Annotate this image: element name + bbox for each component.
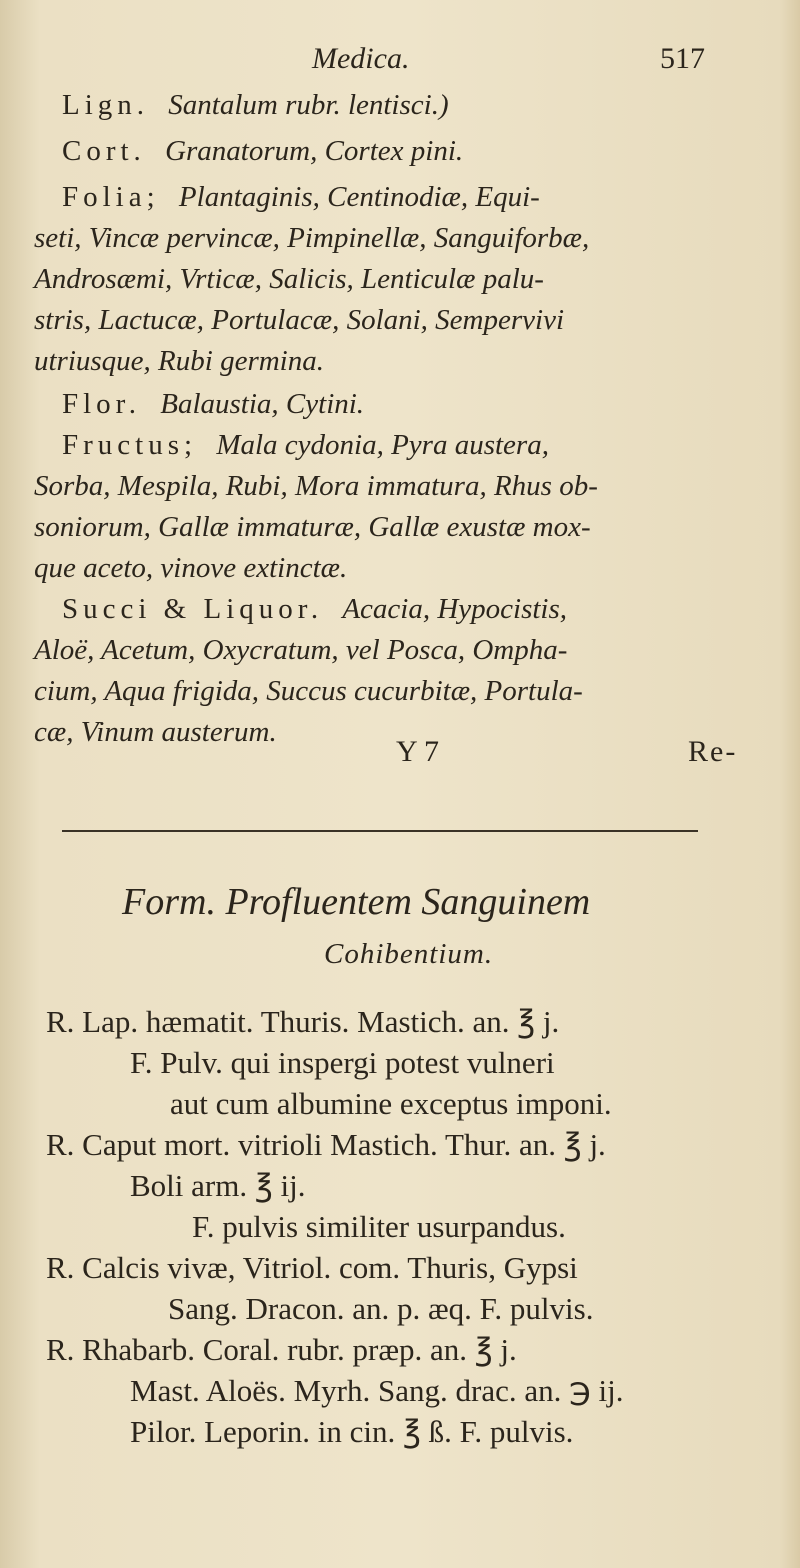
entry-text: utriusque, Rubi germina. <box>34 345 324 377</box>
page-header <box>0 42 800 82</box>
section-subtitle: Cohibentium. <box>324 938 494 970</box>
entry-label: Lign. <box>62 89 150 121</box>
formula-line: R. Lap. hæmatit. Thuris. Mastich. an. ℥ j. <box>46 1004 560 1039</box>
formula-line: R. Calcis vivæ, Vitriol. com. Thuris, Gypsi <box>46 1250 578 1285</box>
formula-line: F. Pulv. qui inspergi potest vulneri <box>130 1045 555 1080</box>
entry-text: soniorum, Gallæ immaturæ, Gallæ exustæ mox- <box>34 511 591 543</box>
formula-line: Sang. Dracon. an. p. æq. F. pulvis. <box>168 1291 594 1326</box>
entry-cort <box>0 130 800 174</box>
page-number: 517 <box>660 42 705 75</box>
entry-text: seti, Vincæ pervincæ, Pimpinellæ, Sanguiforbæ, <box>34 222 590 254</box>
entry-text: Acacia, Hypocistis, <box>342 593 568 625</box>
entry-text: stris, Lactucæ, Portulacæ, Solani, Sempervivi <box>34 304 565 336</box>
entry-fructus <box>0 424 800 594</box>
entry-text: cium, Aqua frigida, Succus cucurbitæ, Portula- <box>34 675 583 707</box>
entry-text: Plantaginis, Centinodiæ, Equi- <box>178 181 540 213</box>
entry-label: Fructus; <box>62 429 198 461</box>
catchword: Re- <box>688 735 738 768</box>
entry-text: cæ, Vinum austerum. <box>34 716 277 748</box>
entry-text: Sorba, Mespila, Rubi, Mora immatura, Rhus ob- <box>34 470 598 502</box>
running-title: Medica. <box>312 42 410 75</box>
entry-text: Balaustia, Cytini. <box>160 388 365 420</box>
entry-text: Santalum rubr. lentisci.) <box>168 89 449 121</box>
entry-flor <box>0 383 800 427</box>
entry-label: Folia; <box>62 181 160 213</box>
section-title: Form. Profluentem Sanguinem <box>122 881 591 923</box>
formula-line: R. Rhabarb. Coral. rubr. præp. an. ℥ j. <box>46 1332 517 1367</box>
formula-line: F. pulvis similiter usurpandus. <box>192 1209 566 1244</box>
signature-mark: Y 7 <box>396 735 440 768</box>
entry-succi-liquor <box>0 588 800 758</box>
entry-text: que aceto, vinove extinctæ. <box>34 552 348 584</box>
formula-line: aut cum albumine exceptus imponi. <box>170 1086 612 1121</box>
entry-label: Succi & Liquor. <box>62 593 324 625</box>
entry-label: Flor. <box>62 388 141 420</box>
formula-line: R. Caput mort. vitrioli Mastich. Thur. an. ℥ j. <box>46 1127 606 1162</box>
entry-text: Granatorum, Cortex pini. <box>165 135 464 167</box>
entry-text: Mala cydonia, Pyra austera, <box>216 429 549 461</box>
formula-line: Pilor. Leporin. in cin. ℥ ß. F. pulvis. <box>130 1414 574 1449</box>
entry-lign <box>0 84 800 128</box>
formula-line: Boli arm. ℥ ij. <box>130 1168 306 1203</box>
entry-text: Androsæmi, Vrticæ, Salicis, Lenticulæ palu- <box>34 263 544 295</box>
entry-label: Cort. <box>62 135 146 167</box>
formula-line: Mast. Aloës. Myrh. Sang. drac. an. ℈ ij. <box>130 1373 624 1408</box>
entry-folia <box>0 176 800 386</box>
entry-text: Aloë, Acetum, Oxycratum, vel Posca, Ompha- <box>34 634 568 666</box>
section-divider <box>62 830 698 832</box>
